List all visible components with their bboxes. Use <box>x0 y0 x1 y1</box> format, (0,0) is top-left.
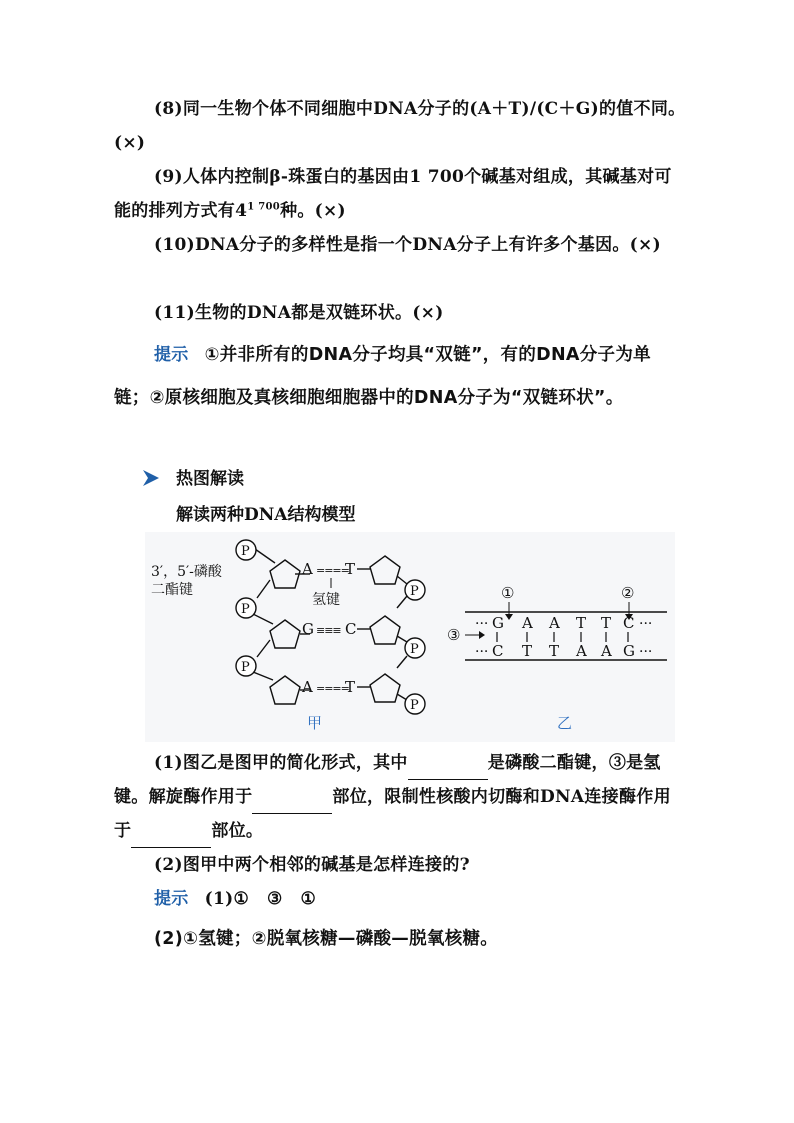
hint-block-2 <box>114 882 686 916</box>
question-1 <box>114 746 686 848</box>
item-9-text-b: 种。(×) <box>280 201 346 221</box>
answer-blank-3 <box>131 827 211 848</box>
bottom-base: T <box>549 642 560 660</box>
item-8: (8)同一生物个体不同细胞中DNA分子的(A＋T)/(C＋G)的值不同。(×) <box>114 99 686 153</box>
phosphate-label: P <box>410 642 419 657</box>
phosphate-label: P <box>241 660 250 675</box>
answer-blank-2 <box>252 793 332 814</box>
label-phosphodiester-line1: 3′，5′-磷酸 <box>151 564 222 580</box>
marker-1: ① <box>501 584 515 602</box>
question-2: (2)图甲中两个相邻的碱基是怎样连接的? <box>154 855 470 875</box>
phosphate-label: P <box>241 544 250 559</box>
item-9-text-a: (9)人体内控制β-珠蛋白的基因由1 700个碱基对组成，其碱基对可能的排列方式有4 <box>114 167 672 221</box>
figure-yi <box>447 584 667 732</box>
item-11: (11)生物的DNA都是双链环状。(×) <box>154 303 444 323</box>
hint-block-1 <box>114 334 686 420</box>
question-1-text-b: 是磷酸二酯键，③是氢键。解旋酶作用于 <box>114 753 661 807</box>
question-1-text-a: (1)图乙是图甲的简化形式，其中 <box>154 753 408 773</box>
phosphate-label: P <box>410 698 419 713</box>
question-1-text-d: 部位。 <box>211 821 264 841</box>
item-9-superscript: 1 700 <box>247 201 281 213</box>
label-phosphodiester-line2: 二酯键 <box>151 582 193 598</box>
top-base: A <box>549 614 560 632</box>
bottom-base: T <box>522 642 533 660</box>
top-base: C <box>623 614 635 632</box>
base-pair-1-right: T <box>345 560 356 578</box>
figure-jia-caption: 甲 <box>307 714 323 732</box>
hydrogen-bond-ticks <box>497 632 628 642</box>
phosphate-label: P <box>410 584 419 599</box>
marker-3: ③ <box>447 626 461 644</box>
hint-label: 提示 <box>154 345 189 365</box>
base-pair-2-right: C <box>345 620 357 638</box>
base-pair-2-bonds: ≡≡≡ <box>316 624 341 637</box>
item-9 <box>114 160 686 228</box>
base-pair-1-left: A <box>302 560 313 578</box>
answer-blank-1 <box>408 759 488 780</box>
item-10: (10)DNA分子的多样性是指一个DNA分子上有许多个基因。(×) <box>154 235 661 255</box>
answer-value: ① <box>233 889 249 909</box>
base-pair-1-bonds: ==== <box>316 564 349 577</box>
top-base: T <box>576 614 587 632</box>
section-arrow-icon <box>142 468 160 488</box>
marker-2: ② <box>621 584 635 602</box>
right-strand-backbone <box>357 556 407 702</box>
figure-yi-caption: 乙 <box>557 714 573 732</box>
section-subtitle: 解读两种DNA结构模型 <box>176 505 356 525</box>
label-hydrogen-bond: 氢键 <box>312 592 340 608</box>
phosphate-label: P <box>241 602 250 617</box>
bottom-base: A <box>601 642 612 660</box>
hint-text: ①并非所有的DNA分子均具“双链”，有的DNA分子为单链；②原核细胞及真核细胞细胞器中的DNA分子为“双链环状”。 <box>114 345 651 408</box>
bottom-dots-left: ··· <box>475 644 489 660</box>
hint-2-answer-2: (2)①氢键；②脱氧核糖—磷酸—脱氧核糖。 <box>154 929 499 949</box>
question-1-text-c: 部位，限制性核酸内切酶和DNA连接酶作用于 <box>114 787 671 841</box>
dna-figure <box>145 532 675 742</box>
top-base: T <box>601 614 612 632</box>
answer-prefix: (1) <box>204 889 234 909</box>
dna-structure-diagram <box>145 532 675 742</box>
bottom-dots-right: ··· <box>639 644 653 660</box>
answer-value: ① <box>300 889 317 909</box>
top-base: A <box>522 614 533 632</box>
bottom-base: A <box>576 642 587 660</box>
base-pair-3-left: A <box>302 678 313 696</box>
bottom-base: C <box>492 642 504 660</box>
hint-label: 提示 <box>154 889 189 909</box>
top-dots-left: ··· <box>475 616 489 632</box>
hint-2-answer-1 <box>205 889 334 909</box>
section-title: 热图解读 <box>176 469 244 489</box>
top-dots-right: ··· <box>639 616 653 632</box>
answer-value: ③ <box>266 889 283 909</box>
bottom-base: G <box>623 642 635 660</box>
top-base: G <box>492 614 504 632</box>
base-pair-3-right: T <box>345 678 356 696</box>
base-pair-3-bonds: ==== <box>316 682 349 695</box>
base-pair-2-left: G <box>302 620 314 638</box>
